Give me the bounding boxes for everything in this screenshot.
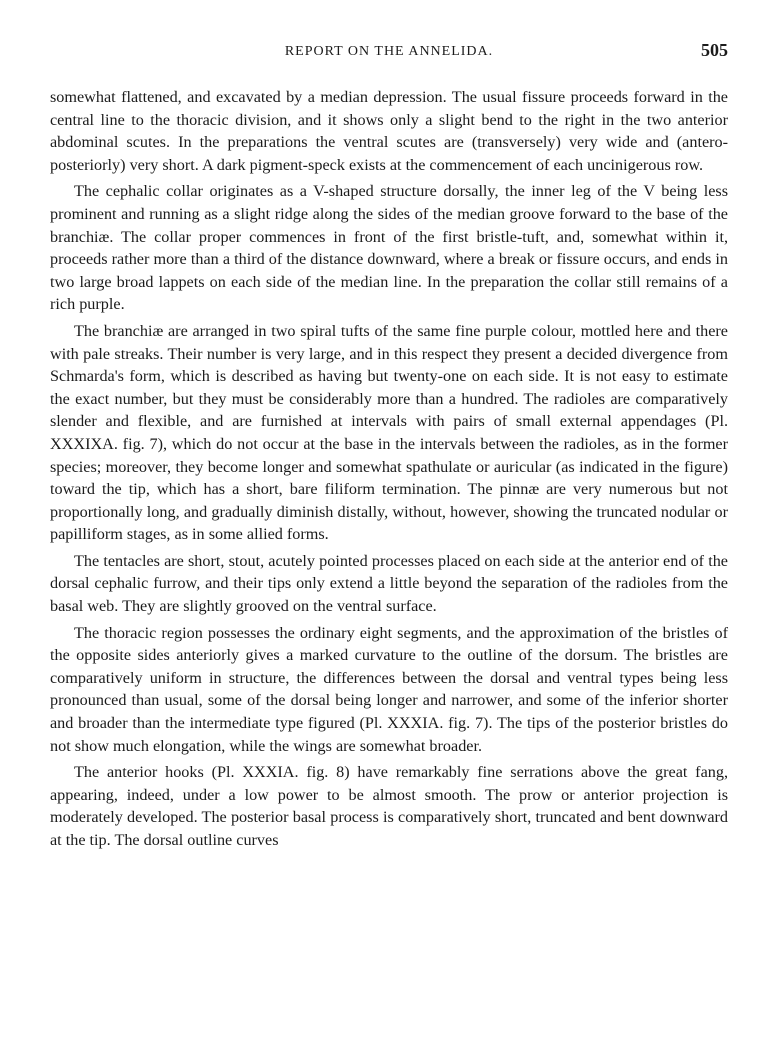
paragraph-2: The cephalic collar originates as a V-shaped structure dorsally, the inner leg of the V being less prominent and running as a slight ridge along the sides of the median groove forward to the base of the branchiæ. The collar proper commences in front of the first bristle-tuft, and, somewhat within it, proceeds rather more than a third of the distance downward, where a break or fissure occurs, and ends in two large broad lappets on each side of the median line. In the preparation the collar still remains of a rich purple. <box>50 182 728 314</box>
paragraph-4: The tentacles are short, stout, acutely pointed processes placed on each side at the anterior end of the dorsal cephalic furrow, and their tips only extend a little beyond the separation of the radioles from the basal web. They are slightly grooved on the ventral surface. <box>50 551 728 616</box>
paragraph-5: The thoracic region possesses the ordinary eight segments, and the approximation of the bristles of the opposite sides anteriorly gives a marked curvature to the outline of the dorsum. The bristles are comparatively uniform in structure, the differences between the dorsal and ventral types being less pronounced than usual, some of the dorsal being longer and narrower, and some of the inferior shorter and broader than the intermediate type figured (Pl. XXXIA. fig. 7). The tips of the posterior bristles do not show much elongation, while the wings are somewhat broader. <box>50 623 728 755</box>
running-title: REPORT ON THE ANNELIDA. <box>284 44 494 59</box>
paragraph-6: The anterior hooks (Pl. XXXIA. fig. 8) have remarkably fine serrations above the great fang, appearing, indeed, under a low power to be almost smooth. The prow or anterior projection is moderately developed. The posterior basal process is comparatively short, truncated and bent downward at the tip. The dorsal outline curves <box>50 763 728 849</box>
page-number: 505 <box>701 40 728 60</box>
body-text <box>50 86 728 852</box>
page-header <box>50 38 728 70</box>
paragraph-3: The branchiæ are arranged in two spiral tufts of the same fine purple colour, mottled here and there with pale streaks. Their number is very large, and in this respect they present a decided divergence from Schmarda's form, which is described as having but twenty-one on each side. It is not easy to estimate the exact number, but they must be considerably more than a hundred. The radioles are comparatively slender and flexible, and are furnished at intervals with pairs of small external appendages (Pl. XXXIXA. fig. 7), which do not occur at the base in the intervals between the radioles, as in the former species; moreover, they become longer and somewhat spathulate or auricular (as indicated in the figure) toward the tip, which has a short, bare filiform termination. The pinnæ are very numerous but not proportionally long, and gradually diminish distally, without, however, showing the truncated nodular or papilliform stages, as in some allied forms. <box>50 321 728 544</box>
document-page <box>50 38 728 856</box>
paragraph-1: somewhat flattened, and excavated by a median depression. The usual fissure proceeds forward in the central line to the thoracic division, and it shows only a slight bend to the right in the two anterior abdominal scutes. In the preparations the ventral scutes are (transversely) very wide and (antero-posteriorly) very short. A dark pigment-speck exists at the commencement of each uncinigerous row. <box>50 88 728 174</box>
